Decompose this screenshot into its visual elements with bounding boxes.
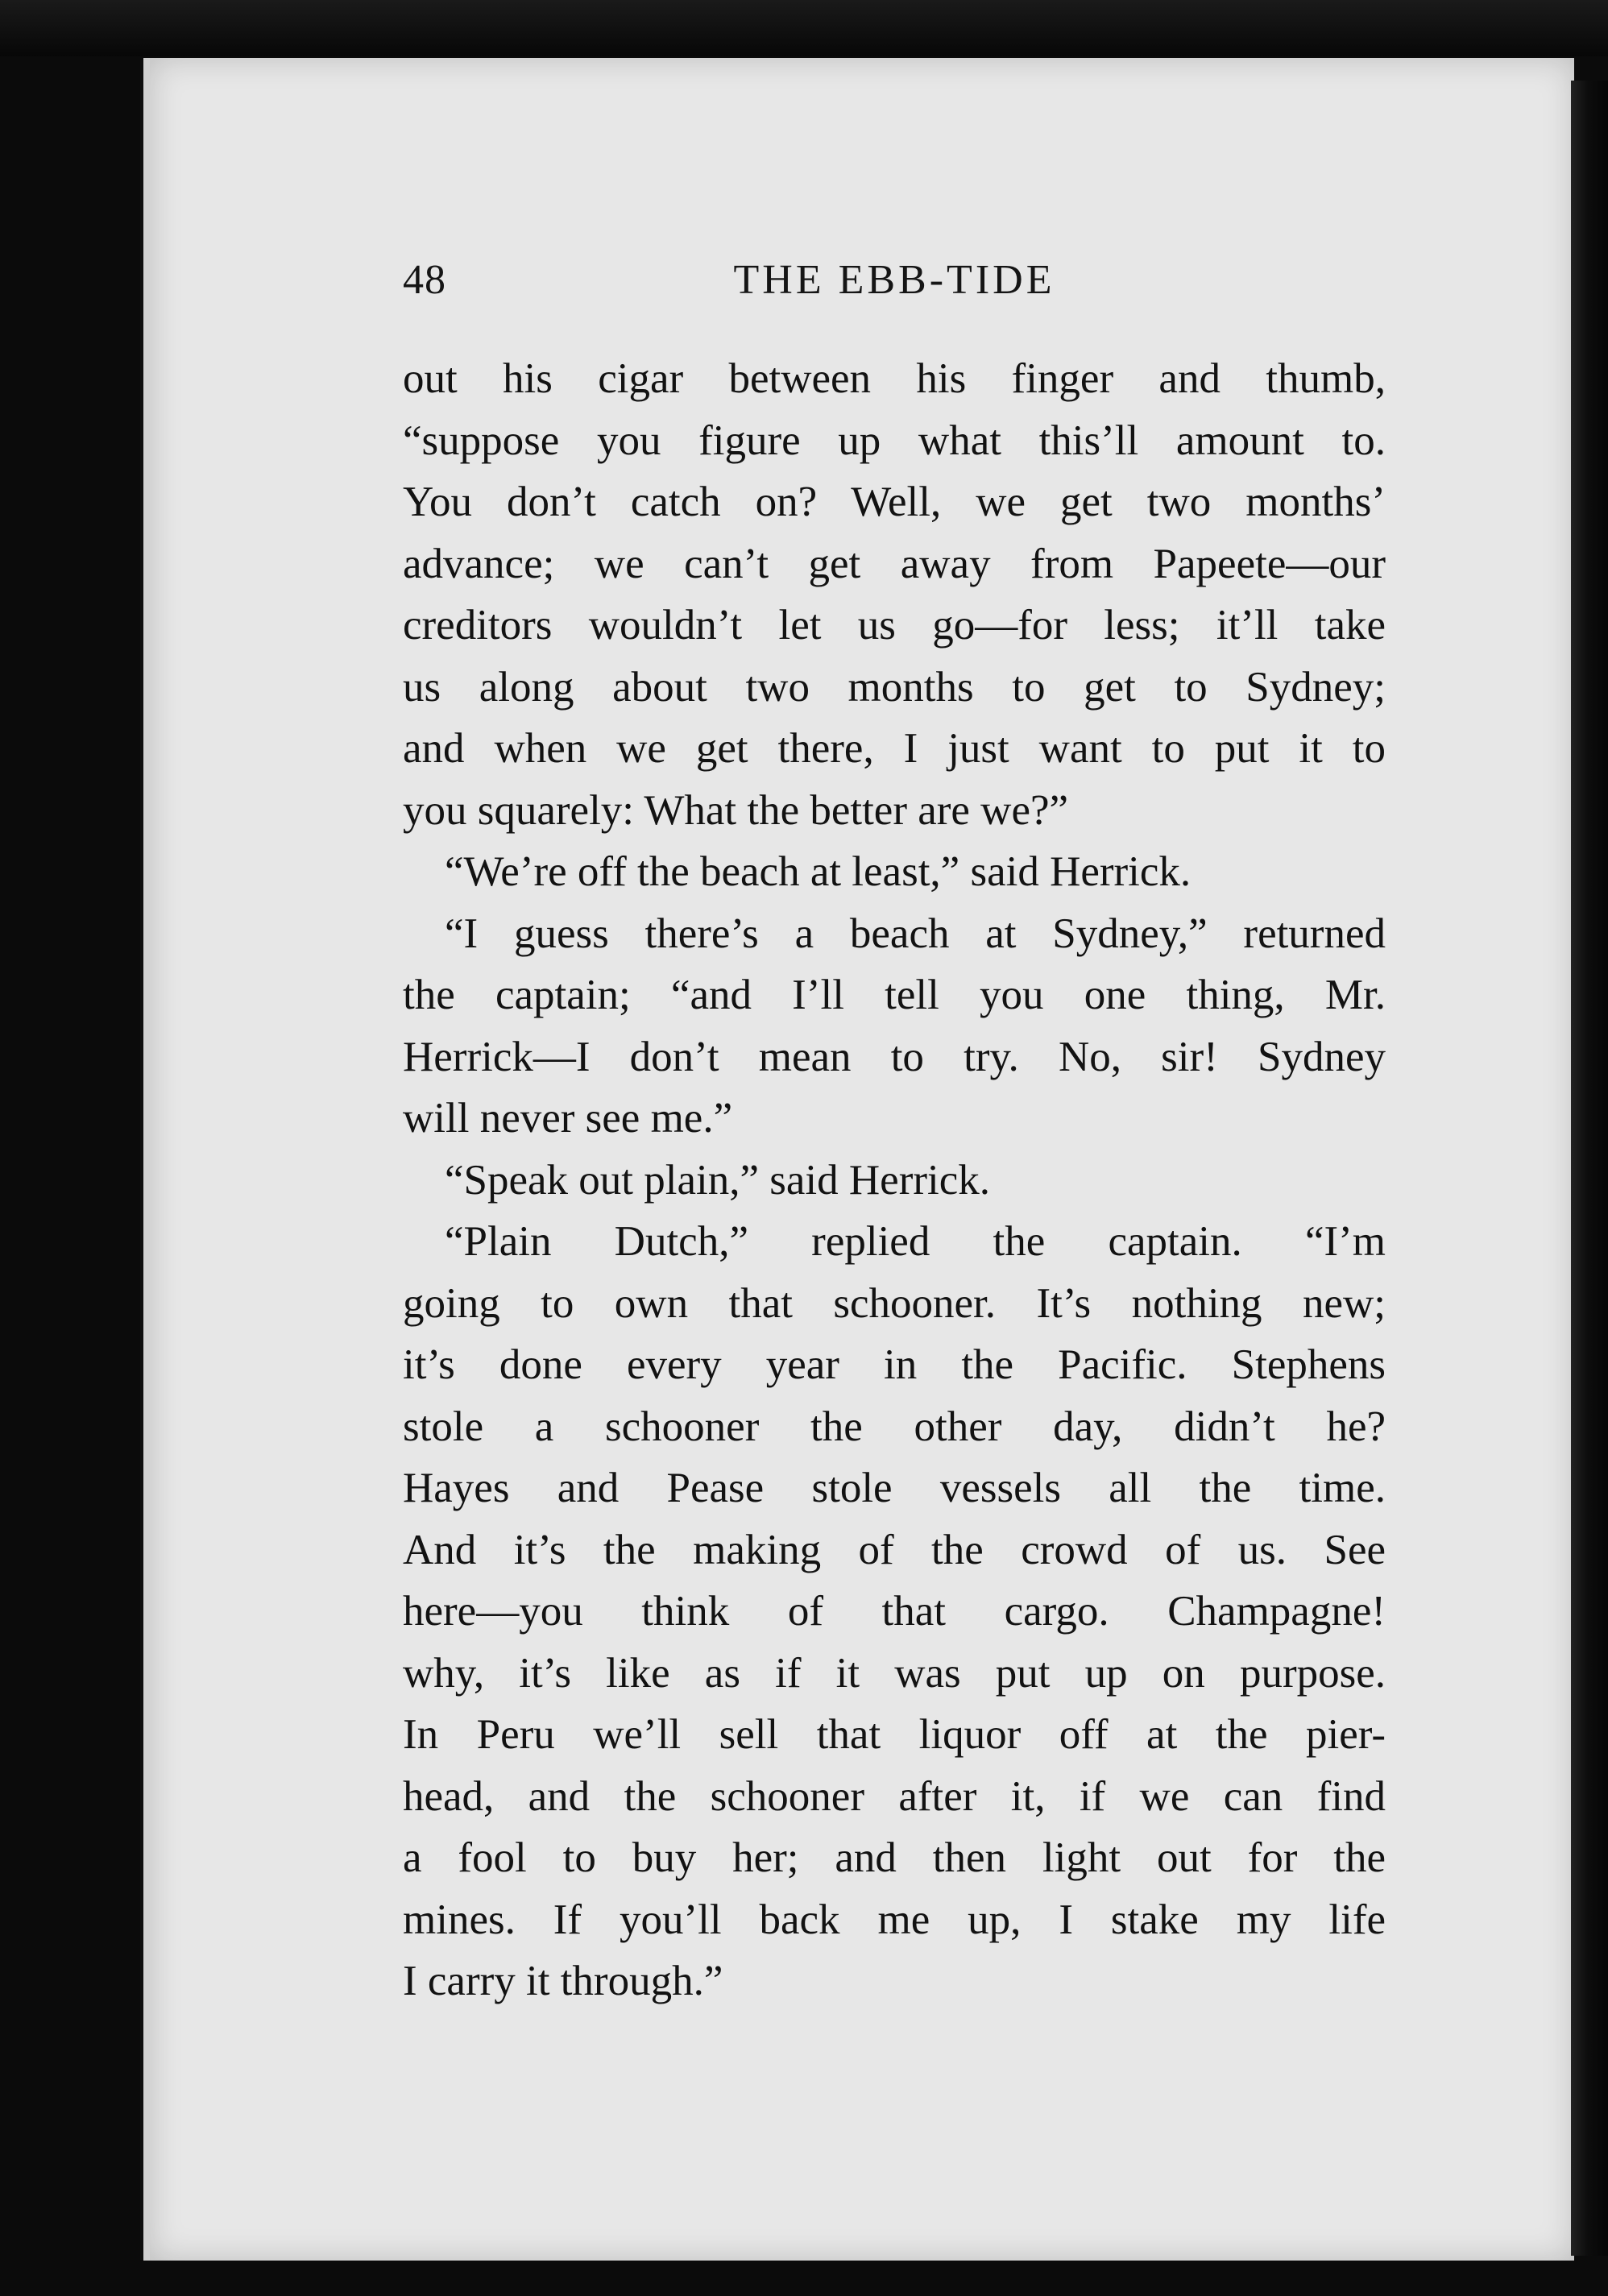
text-line: “Speak out plain,” said Herrick. — [445, 1156, 990, 1204]
text-line: Hayes and Pease stole vessels all the time. — [403, 1465, 1386, 1511]
running-head — [403, 256, 1386, 313]
text-line: advance; we can’t get away from Papeete—our — [403, 540, 1386, 587]
scan-border-top — [0, 0, 1608, 56]
text-line: and when we get there, I just want to put it to — [403, 725, 1386, 772]
text-line: creditors wouldn’t let us go—for less; it’ll take — [403, 602, 1386, 649]
text-line: head, and the schooner after it, if we can find — [403, 1772, 1386, 1820]
text-line: you squarely: What the better are we?” — [403, 786, 1069, 834]
text-line: In Peru we’ll sell that liquor off at the pier- — [403, 1711, 1386, 1758]
text-line: Herrick—I don’t mean to try. No, sir! Sydney — [403, 1033, 1386, 1080]
text-line: here—you think of that cargo. Champagne! — [403, 1588, 1386, 1635]
text-line: “We’re off the beach at least,” said Herrick. — [445, 848, 1191, 895]
text-line: And it’s the making of the crowd of us. See — [403, 1526, 1386, 1573]
text-line: You don’t catch on? Well, we get two months’ — [403, 479, 1386, 525]
text-line: it’s done every year in the Pacific. Stephens — [403, 1341, 1386, 1388]
paragraph — [403, 1211, 1386, 2012]
text-line: why, it’s like as if it was put up on purpose. — [403, 1649, 1386, 1697]
text-line: “I guess there’s a beach at Sydney,” returned — [445, 910, 1386, 957]
paragraph — [403, 1150, 1386, 1212]
running-title: THE EBB-TIDE — [733, 257, 1055, 303]
text-line: going to own that schooner. It’s nothing new; — [403, 1279, 1386, 1327]
text-line: out his cigar between his finger and thumb, — [403, 355, 1386, 402]
text-line: “suppose you figure up what this’ll amount to. — [403, 417, 1386, 464]
paragraph — [403, 348, 1386, 841]
text-line: stole a schooner the other day, didn’t he? — [403, 1403, 1386, 1450]
paragraph — [403, 903, 1386, 1150]
text-line: will never see me.” — [403, 1095, 733, 1142]
body-text — [403, 348, 1386, 2012]
text-line: us along about two months to get to Sydney; — [403, 663, 1386, 711]
text-line: mines. If you’ll back me up, I stake my life — [403, 1896, 1386, 1943]
text-line: “Plain Dutch,” replied the captain. “I’m — [445, 1218, 1386, 1265]
page-number: 48 — [403, 257, 446, 303]
paragraph — [403, 841, 1386, 903]
text-line: I carry it through.” — [403, 1958, 723, 2004]
text-line: a fool to buy her; and then light out for the — [403, 1834, 1386, 1881]
scan-border-right — [1571, 81, 1608, 2256]
text-line: the captain; “and I’ll tell you one thing, Mr. — [403, 972, 1386, 1018]
